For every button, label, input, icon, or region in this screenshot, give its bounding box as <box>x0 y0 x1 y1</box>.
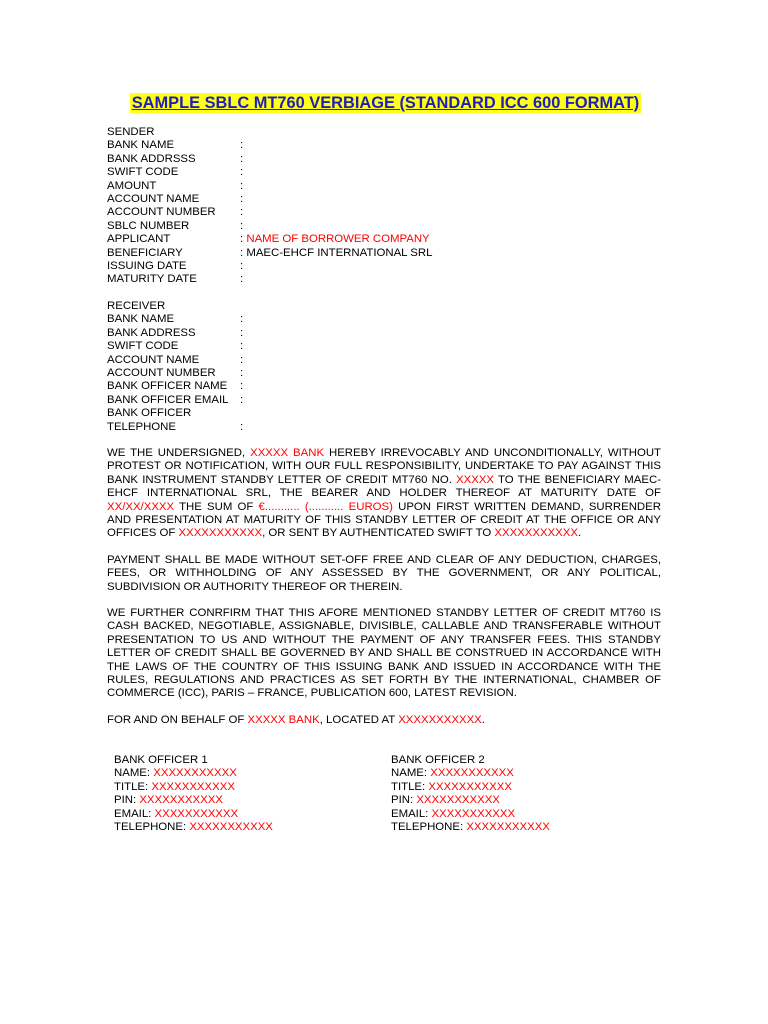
p1-text-1: WE THE UNDERSIGNED, <box>107 447 251 459</box>
sender-applicant-label: APPLICANT <box>107 233 171 246</box>
officer1-telephone-line <box>114 821 273 834</box>
colon: : <box>240 366 244 379</box>
colon: : <box>240 246 244 259</box>
document-title-text: SAMPLE SBLC MT760 VERBIAGE (STANDARD ICC 600 FORMAT) <box>131 94 640 112</box>
officer1-title-label: TITLE: <box>114 780 152 793</box>
on-behalf-paragraph <box>107 714 661 727</box>
sender-maturity-date-label: MATURITY DATE <box>107 273 197 286</box>
receiver-swift-code-label: SWIFT CODE <box>107 340 179 353</box>
officer2-title-value: XXXXXXXXXXX <box>428 780 512 793</box>
colon: : <box>240 353 244 366</box>
receiver-account-number-label: ACCOUNT NUMBER <box>107 366 216 379</box>
document-title <box>107 93 664 113</box>
receiver-bank-address-label: BANK ADDRESS <box>107 326 196 339</box>
officer2-telephone-value: XXXXXXXXXXX <box>466 821 550 834</box>
sender-bank-name-label: BANK NAME <box>107 139 175 152</box>
receiver-officer-name-label: BANK OFFICER NAME <box>107 380 228 393</box>
officer1-title-line <box>114 781 273 794</box>
p4-location-placeholder: XXXXXXXXXXX <box>398 714 482 726</box>
colon: : <box>240 380 244 393</box>
sender-account-number-label: ACCOUNT NUMBER <box>107 206 216 219</box>
sender-issuing-date-label: ISSUING DATE <box>107 259 187 272</box>
sender-sblc-number-label: SBLC NUMBER <box>107 219 190 232</box>
officer2-telephone-line <box>391 821 550 834</box>
sender-beneficiary-label: BENEFICIARY <box>107 246 183 259</box>
colon: : <box>240 166 244 179</box>
officer1-email-line <box>114 808 273 821</box>
receiver-heading: RECEIVER <box>107 300 166 312</box>
colon: : <box>240 219 244 232</box>
sender-bank-address-label: BANK ADDRSSS <box>107 152 196 165</box>
colon: : <box>240 206 244 219</box>
p4-text-2: , LOCATED AT <box>319 714 399 726</box>
officer1-name-value: XXXXXXXXXXX <box>153 767 237 780</box>
bank-officer-2-block <box>391 754 550 834</box>
officer2-telephone-label: TELEPHONE: <box>391 821 467 834</box>
payment-paragraph: PAYMENT SHALL BE MADE WITHOUT SET-OFF FREE AND CLEAR OF ANY DEDUCTION, CHARGES, FEES, OR WITHHOLDING OF ANY ASSESSED BY THE GOVERNMENT, OR ANY POLITICAL, SUBDIVISION OR AUTHORITY THEREOF OR THEREIN. <box>107 554 661 593</box>
officer1-name-label: NAME: <box>114 767 154 780</box>
undertaking-paragraph <box>107 447 661 541</box>
p4-text-1: FOR AND ON BEHALF OF <box>107 714 248 726</box>
receiver-telephone-label: TELEPHONE <box>107 420 176 433</box>
sender-account-name-label: ACCOUNT NAME <box>107 192 200 205</box>
officer2-name-label: NAME: <box>391 767 431 780</box>
colon: : <box>240 259 244 272</box>
beneficiary-value: MAEC-EHCF INTERNATIONAL SRL <box>246 246 433 259</box>
p1-text-2: HEREBY IRREVOCABLY AND UNCONDITIONALLY, WITHOUT PROTEST OR NOTIFICATION, WITH OUR FULL RESPONSIBILITY, UNDERTAKE TO PAY AGAINST THIS BANK INSTRUMENT STANDBY LETTER OF CREDIT MT760 NO. <box>107 447 661 486</box>
p1-text-3: TO THE BENEFICIARY MAEC-EHCF INTERNATIONAL SRL, THE BEARER AND HOLDER THEREOF AT MATURITY DATE OF <box>107 473 661 500</box>
p1-text-5: UPON FIRST WRITTEN DEMAND, SURRENDER AND PRESENTATION AT MATURITY OF THIS STANDBY LETTER OF CREDIT AT THE OFFICE OR ANY OFFICES OF <box>107 500 661 540</box>
officer1-pin-label: PIN: <box>114 794 140 807</box>
officer2-name-line <box>391 767 550 780</box>
p1-text-4: THE SUM OF <box>174 500 259 513</box>
beneficiary-field <box>240 247 432 260</box>
officer2-pin-label: PIN: <box>391 794 417 807</box>
officer1-name-line <box>114 767 273 780</box>
confirmation-paragraph: WE FURTHER CONRFIRM THAT THIS AFORE MENTIONED STANDBY LETTER OF CREDIT MT760 IS CASH BACKED, NEGOTIABLE, ASSIGNABLE, DIVISIBLE, CALLABLE AND TRANSFERABLE WITHOUT PRESENTATION TO US AND WITHOUT THE PAYMENT OF ANY TRANSFER FEES. THIS STANDBY LETTER OF CREDIT SHALL BE GOVERNED BY AND SHALL BE CONSTRUED IN ACCORDANCE WITH THE LAWS OF THE COUNTRY OF THIS ISSUING BANK AND ISSUED IN ACCORDANCE WITH THE RULES, REGULATIONS AND PRACTICES AS SET FORTH BY THE INTERNATIONAL, CHAMBER OF COMMERCE (ICC), PARIS – FRANCE, PUBLICATION 600, LATEST REVISION. <box>107 607 661 700</box>
officer2-title-line <box>391 781 550 794</box>
officer1-telephone-value: XXXXXXXXXXX <box>189 821 273 834</box>
officer1-email-label: EMAIL: <box>114 807 155 820</box>
officer2-email-label: EMAIL: <box>391 807 432 820</box>
colon: : <box>240 139 244 152</box>
officer1-pin-value: XXXXXXXXXXX <box>139 794 223 807</box>
p1-office-placeholder: XXXXXXXXXXX <box>178 527 263 540</box>
colon: : <box>240 152 244 165</box>
officer2-heading: BANK OFFICER 2 <box>391 754 485 766</box>
p1-number-placeholder: XXXXX <box>456 473 495 486</box>
p1-bank-placeholder: XXXXX BANK <box>250 447 325 459</box>
p1-text-6: , OR SENT BY AUTHENTICATED SWIFT TO <box>262 527 495 540</box>
colon: : <box>240 273 244 286</box>
officer1-heading: BANK OFFICER 1 <box>114 754 208 766</box>
sender-heading: SENDER <box>107 126 155 138</box>
colon: : <box>240 393 244 406</box>
officer2-email-value: XXXXXXXXXXX <box>431 807 516 820</box>
applicant-field <box>240 233 430 246</box>
p4-text-3: . <box>481 714 485 726</box>
colon: : <box>240 233 244 246</box>
colon: : <box>240 179 244 192</box>
bank-officer-1-block <box>114 754 273 834</box>
receiver-bank-name-label: BANK NAME <box>107 313 175 326</box>
officer2-name-value: XXXXXXXXXXX <box>430 767 514 780</box>
p1-text-7: . <box>577 527 582 540</box>
p1-swift-placeholder: XXXXXXXXXXX <box>494 527 578 540</box>
colon: : <box>240 192 244 205</box>
officer1-pin-line <box>114 794 273 807</box>
officer1-email-value: XXXXXXXXXXX <box>154 807 239 820</box>
colon: : <box>240 326 244 339</box>
p1-date-placeholder: XX/XX/XXXX <box>107 500 175 513</box>
p1-sum-placeholder: €........... (........... EUROS) <box>258 500 393 513</box>
officer1-telephone-label: TELEPHONE: <box>114 821 190 834</box>
applicant-value: NAME OF BORROWER COMPANY <box>246 233 430 246</box>
officer1-title-value: XXXXXXXXXXX <box>151 780 235 793</box>
p4-bank-placeholder: XXXXX BANK <box>247 714 320 726</box>
sender-amount-label: AMOUNT <box>107 179 157 192</box>
colon: : <box>240 420 244 433</box>
officer2-email-line <box>391 808 550 821</box>
officer2-title-label: TITLE: <box>391 780 429 793</box>
receiver-account-name-label: ACCOUNT NAME <box>107 353 200 366</box>
officer2-pin-value: XXXXXXXXXXX <box>416 794 500 807</box>
receiver-officer-label: BANK OFFICER <box>107 407 192 420</box>
officer2-pin-line <box>391 794 550 807</box>
receiver-officer-email-label: BANK OFFICER EMAIL <box>107 393 229 406</box>
colon: : <box>240 340 244 353</box>
colon: : <box>240 313 244 326</box>
sender-swift-code-label: SWIFT CODE <box>107 166 179 179</box>
